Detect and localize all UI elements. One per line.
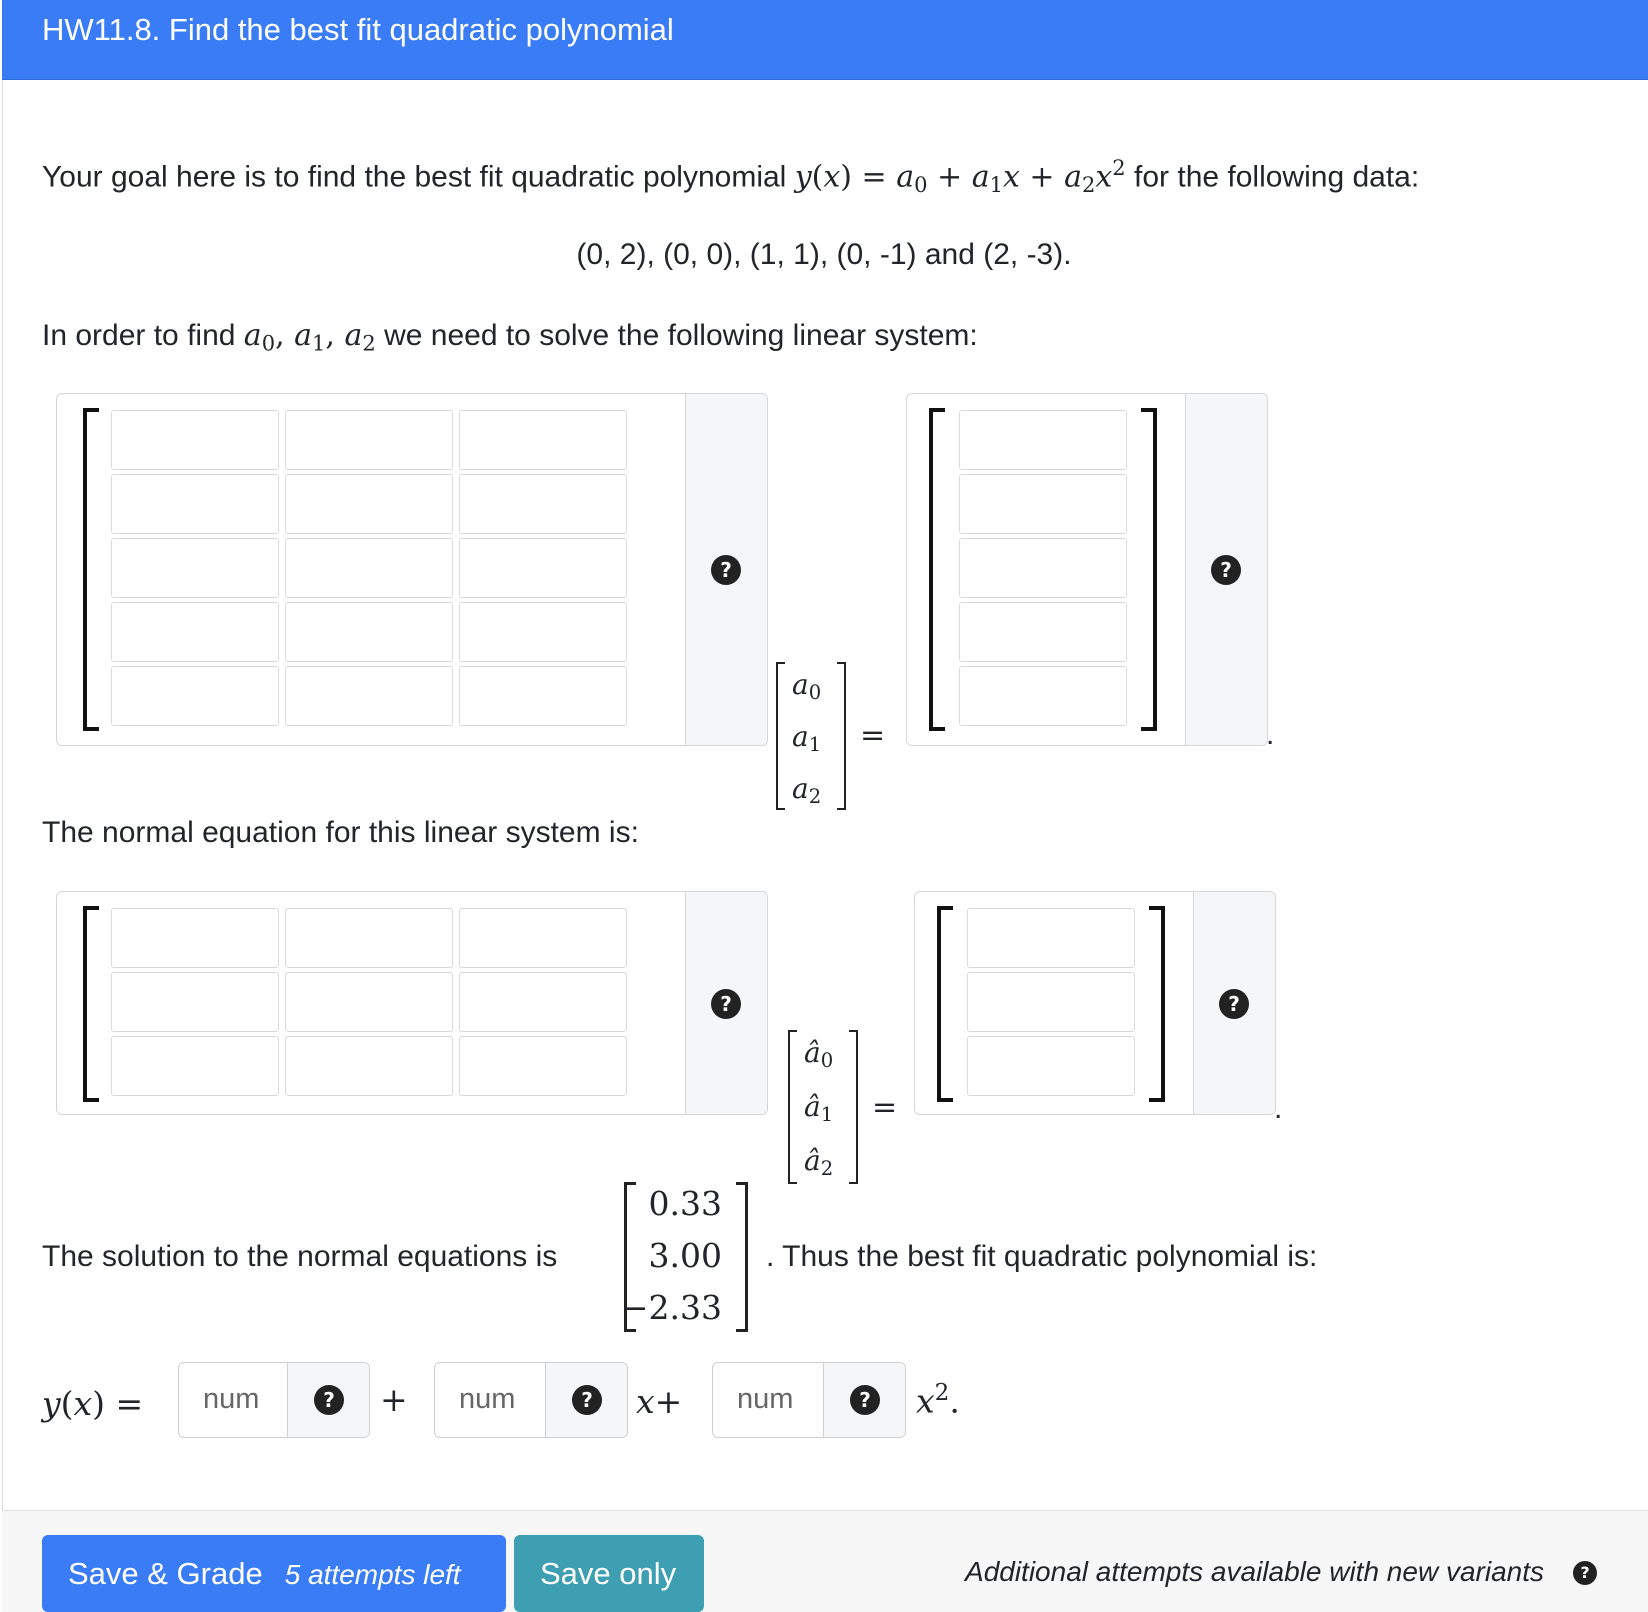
system-matrix-input	[56, 393, 768, 746]
normal-label: The normal equation for this linear system is:	[42, 816, 639, 849]
rhs-cell-input[interactable]	[959, 602, 1127, 662]
intro-prefix: Your goal here is to find the best fit quadratic polynomial	[42, 160, 787, 194]
intro-line: Your goal here is to find the best fit quadratic polynomial $y(x) = a_0 + a_1x + a_2x^2$ for the following data:	[42, 156, 1420, 197]
matrix-cell-input[interactable]	[111, 410, 279, 470]
matrix-cell-input[interactable]	[111, 602, 279, 662]
matrix-cell-input[interactable]	[111, 538, 279, 598]
question-header	[2, 0, 1648, 80]
matrix-cell-input[interactable]	[285, 908, 453, 968]
solution-value: 3.00	[648, 1236, 722, 1275]
solution-value: 0.33	[648, 1184, 722, 1223]
system-prefix: In order to find	[42, 319, 236, 352]
coefficient-a1-input[interactable]	[434, 1362, 628, 1438]
attempts-left: 5 attempts left	[284, 1559, 461, 1590]
system-line: In order to find $a_0$, $a_1$, $a_2$ we need to solve the following linear system:	[42, 318, 978, 356]
normal-rhs-input	[914, 891, 1276, 1115]
system-matrix-addon	[685, 394, 767, 745]
polynomial-formula: y	[794, 159, 812, 195]
save-only-button[interactable]: Save only	[514, 1535, 704, 1612]
intro-suffix: for the following data:	[1134, 160, 1420, 194]
help-icon[interactable]: ?	[850, 1385, 880, 1415]
left-bracket	[83, 408, 99, 731]
equals-sign: =	[860, 718, 886, 753]
unknowns: a	[243, 318, 262, 353]
data-points: (0, 2), (0, 0), (1, 1), (0, -1) and (2, -3).	[576, 238, 1072, 271]
help-icon[interactable]: ?	[1573, 1561, 1597, 1585]
right-bracket	[1149, 906, 1165, 1102]
grade-label: Save & Grade	[68, 1556, 263, 1591]
system-rhs-addon	[1185, 394, 1267, 745]
normal-matrix-input	[56, 891, 768, 1115]
rhs-cell-input[interactable]	[959, 410, 1127, 470]
matrix-cell-input[interactable]	[111, 666, 279, 726]
period: .	[1274, 1092, 1283, 1125]
right-bracket	[1141, 408, 1157, 731]
matrix-cell-input[interactable]	[459, 538, 627, 598]
matrix-cell-input[interactable]	[285, 410, 453, 470]
save-grade-button[interactable]	[42, 1535, 506, 1612]
x-plus-term: x+	[636, 1382, 683, 1421]
matrix-cell-input[interactable]	[459, 474, 627, 534]
placeholder: num	[737, 1383, 794, 1415]
rhs-cell-input[interactable]	[967, 972, 1135, 1032]
period: .	[1266, 718, 1275, 751]
rhs-cell-input[interactable]	[959, 538, 1127, 598]
unknown-hat-vector: $â_0$ $â_1$ $â_2$	[788, 1030, 858, 1184]
rhs-cell-input[interactable]	[959, 666, 1127, 726]
solution-value: −2.33	[620, 1288, 722, 1327]
normal-matrix-addon	[685, 892, 767, 1114]
question-title: HW11.8. Find the best fit quadratic polynomial	[42, 12, 674, 47]
input-addon	[545, 1363, 627, 1437]
plus-sign: +	[380, 1380, 408, 1419]
matrix-cell-input[interactable]	[111, 972, 279, 1032]
x-squared-term: $x^2$.	[916, 1380, 960, 1421]
help-icon[interactable]: ?	[1219, 989, 1249, 1019]
rhs-cell-input[interactable]	[959, 474, 1127, 534]
rhs-cell-input[interactable]	[967, 908, 1135, 968]
rhs-cell-input[interactable]	[967, 1036, 1135, 1096]
matrix-cell-input[interactable]	[459, 602, 627, 662]
answer-lhs: y(x) =	[42, 1384, 144, 1423]
coefficient-a2-input[interactable]	[712, 1362, 906, 1438]
help-icon[interactable]: ?	[711, 989, 741, 1019]
placeholder: num	[459, 1383, 516, 1415]
input-addon	[287, 1363, 369, 1437]
matrix-cell-input[interactable]	[459, 666, 627, 726]
system-rhs-input	[906, 393, 1268, 746]
solution-prefix: The solution to the normal equations is	[42, 1240, 558, 1273]
matrix-cell-input[interactable]	[459, 972, 627, 1032]
system-suffix: we need to solve the following linear system:	[384, 319, 978, 352]
help-icon[interactable]: ?	[1211, 555, 1241, 585]
matrix-cell-input[interactable]	[459, 1036, 627, 1096]
help-icon[interactable]: ?	[314, 1385, 344, 1415]
matrix-cell-input[interactable]	[111, 474, 279, 534]
matrix-cell-input[interactable]	[285, 972, 453, 1032]
matrix-cell-input[interactable]	[285, 474, 453, 534]
help-icon[interactable]: ?	[711, 555, 741, 585]
solution-vector	[620, 1182, 748, 1332]
matrix-cell-input[interactable]	[111, 1036, 279, 1096]
left-bracket	[83, 906, 99, 1102]
solution-suffix: . Thus the best fit quadratic polynomial is:	[766, 1240, 1318, 1273]
matrix-cell-input[interactable]	[285, 602, 453, 662]
matrix-cell-input[interactable]	[459, 908, 627, 968]
help-icon[interactable]: ?	[572, 1385, 602, 1415]
matrix-cell-input[interactable]	[285, 538, 453, 598]
unknown-vector: $a_0$ $a_1$ $a_2$	[776, 662, 846, 810]
matrix-cell-input[interactable]	[459, 410, 627, 470]
coefficient-a0-input[interactable]	[178, 1362, 370, 1438]
placeholder: num	[203, 1383, 260, 1415]
matrix-cell-input[interactable]	[111, 908, 279, 968]
left-bracket	[937, 906, 953, 1102]
normal-rhs-addon	[1193, 892, 1275, 1114]
matrix-cell-input[interactable]	[285, 666, 453, 726]
input-addon	[823, 1363, 905, 1437]
left-bracket	[929, 408, 945, 731]
matrix-cell-input[interactable]	[285, 1036, 453, 1096]
equals-sign: =	[872, 1090, 898, 1125]
additional-attempts-text: Additional attempts available with new variants	[965, 1556, 1544, 1587]
